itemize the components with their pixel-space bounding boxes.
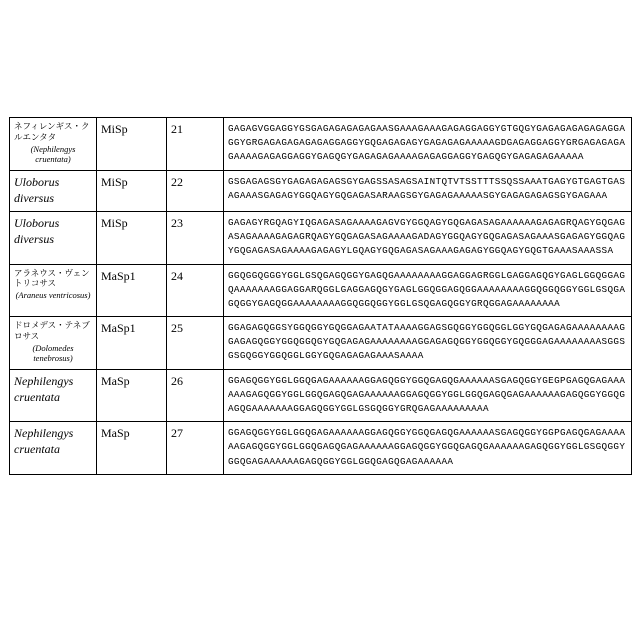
species-name-sci: (Nephilengys cruentata) <box>30 143 76 165</box>
table-row <box>10 422 632 474</box>
gene-name-cell: MiSp <box>97 118 167 171</box>
gene-name-cell: MaSp1 <box>97 264 167 316</box>
species-name-cell <box>10 369 97 421</box>
table-row <box>10 316 632 369</box>
gene-name-cell: MaSp1 <box>97 316 167 369</box>
sequence-cell: GSGAGAGSGYGAGAGAGAGSGYGAGSSASAGSAINTQTVTSSTTTSSQSSAAATGAGYGTGAGTGASAGAAASGAGAGYGGQAGYGQGAGASARAAGSGYGAGAGAAAAASGYGAGAGAGAGSGYGAGAAA <box>224 171 632 212</box>
table-row <box>10 118 632 171</box>
sequence-cell: GGAGQGGYGGLGGQGAGAAAAAAGGAGQGGYGGQGAGQGAAAAAASGAGQGGYGGPGAGQGAGAAAAAAGAGQGGYGGLGGQGAGQGAGAAAAAAGGAGQGGYGGQGAGQGAAAAAAGAGQGGYGGLGSGQGGYGGQGAGAAAAAAGAGQGGYGGLGGQGAGQGAGAAAAAA <box>224 422 632 474</box>
sequence-cell: GGAGAGQGGSYGGQGGYGQGGAGAATATAAAAGGAGSGQGGYGGQGGLGGYGQGAGAGAAAAAAAAGGAGAGQGGYGGQGGQGYGQGAGAGAAAAAAAAGGAGAGQGGYGGQGGYGQGGGAGAAAAAAAASGGSGSGQGGYGGQGGLGGYGQGAGAGAGAAASAAAA <box>224 316 632 369</box>
table-row <box>10 264 632 316</box>
gene-name-cell: MaSp <box>97 422 167 474</box>
species-name-sci: Uloborus diversus <box>14 216 60 246</box>
species-name-cell <box>10 212 97 264</box>
sequence-number-cell: 22 <box>167 171 224 212</box>
sequence-table <box>9 117 632 475</box>
sequence-cell: GAGAGVGGAGGYGSGAGAGAGAGAGAASGAAAGAAAGAGAGGAGGYGTGQGYGAGAGAGAGAGAGGAGGYGRGAGAGAGAGAGAGGAGGYGQGAGAGAGYGAGAGAGAAAAAGDGAGAGGAGGYGRGAGAGAGAGAAAAGAGAGGAGGYGAGQGYGAGAGAGAAAAGAGAGGAGGYGAGQGYGAGAGAGAAAAA <box>224 118 632 171</box>
sequence-cell: GGQGGQGGGYGGLGSQGAGQGGYGAGQGAAAAAAAAGGAGGAGRGGLGAGGAGQGYGAGLGGQGGAGQAAAAAAAGGAGGARQGGLGAGGAGQGYGAGLGGQGGAGQGGAAAAAAAAGGQGGQGGYGGLGSQGAGQGGYGAGQGGAAAAAAAAGGQGGQGGYGGLGSQGAGQGGYGRQGGAGAAAAAAAA <box>224 264 632 316</box>
sequence-number-cell: 23 <box>167 212 224 264</box>
sequence-number-cell: 21 <box>167 118 224 171</box>
sequence-number-cell: 25 <box>167 316 224 369</box>
sequence-number-cell: 27 <box>167 422 224 474</box>
species-name-cell <box>10 422 97 474</box>
species-name-sci: (Araneus ventricosus) <box>15 290 91 301</box>
species-name-sci: Nephilengys cruentata <box>14 426 74 456</box>
sequence-table-body <box>10 118 632 475</box>
table-row <box>10 369 632 421</box>
species-name-jp: アラネウス・ヴェントリコサス <box>14 268 90 290</box>
table-row <box>10 212 632 264</box>
sequence-number-cell: 24 <box>167 264 224 316</box>
species-name-cell <box>10 171 97 212</box>
species-name-cell <box>10 264 97 316</box>
species-name-cell <box>10 118 97 171</box>
species-name-cell <box>10 316 97 369</box>
species-name-jp: ドロメデス・テネブロサス <box>14 320 90 342</box>
species-name-sci: (Dolomedes tenebrosus) <box>32 342 74 364</box>
species-name-jp: ネフィレンギス・クルエンタタ <box>14 122 90 143</box>
gene-name-cell: MiSp <box>97 212 167 264</box>
sequence-cell: GGAGQGGYGGLGGQGAGAAAAAAGGAGQGGYGGQGAGQGAAAAAASGAGQGGYGEGPGAGQGAGAAAAAAGAGQGGYGGLGGQGAGQGAGAAAAAAGGAGQGGYGGLGGQGAGQGAGAAAAAAGAGQGGYGGQGAGQGAAAAAAAGGAGQGGYGGLGSGQGGYGRQGAGAAAAAAAAA <box>224 369 632 421</box>
gene-name-cell: MiSp <box>97 171 167 212</box>
gene-name-cell: MaSp <box>97 369 167 421</box>
sequence-cell: GAGAGYRGQAGYIQGAGASAGAAAAGAGVGYGGQAGYGQGAGASAGAAAAAAGAGAGRQAGYGQGAGASAGAAAAGAGAGRQAGYGQGAGASAGAAAAGADAGYGGQAGYGQGAGASAGAAASGAGAGYGGQAGYGQGAGASAGAAAAGAGAGYLGQAGYGQGAGASAGAAAGAGAGYGGQAGYGQGTGAAASAAASSA <box>224 212 632 264</box>
sequence-number-cell: 26 <box>167 369 224 421</box>
species-name-sci: Uloborus diversus <box>14 175 60 205</box>
table-row <box>10 171 632 212</box>
species-name-sci: Nephilengys cruentata <box>14 373 74 404</box>
